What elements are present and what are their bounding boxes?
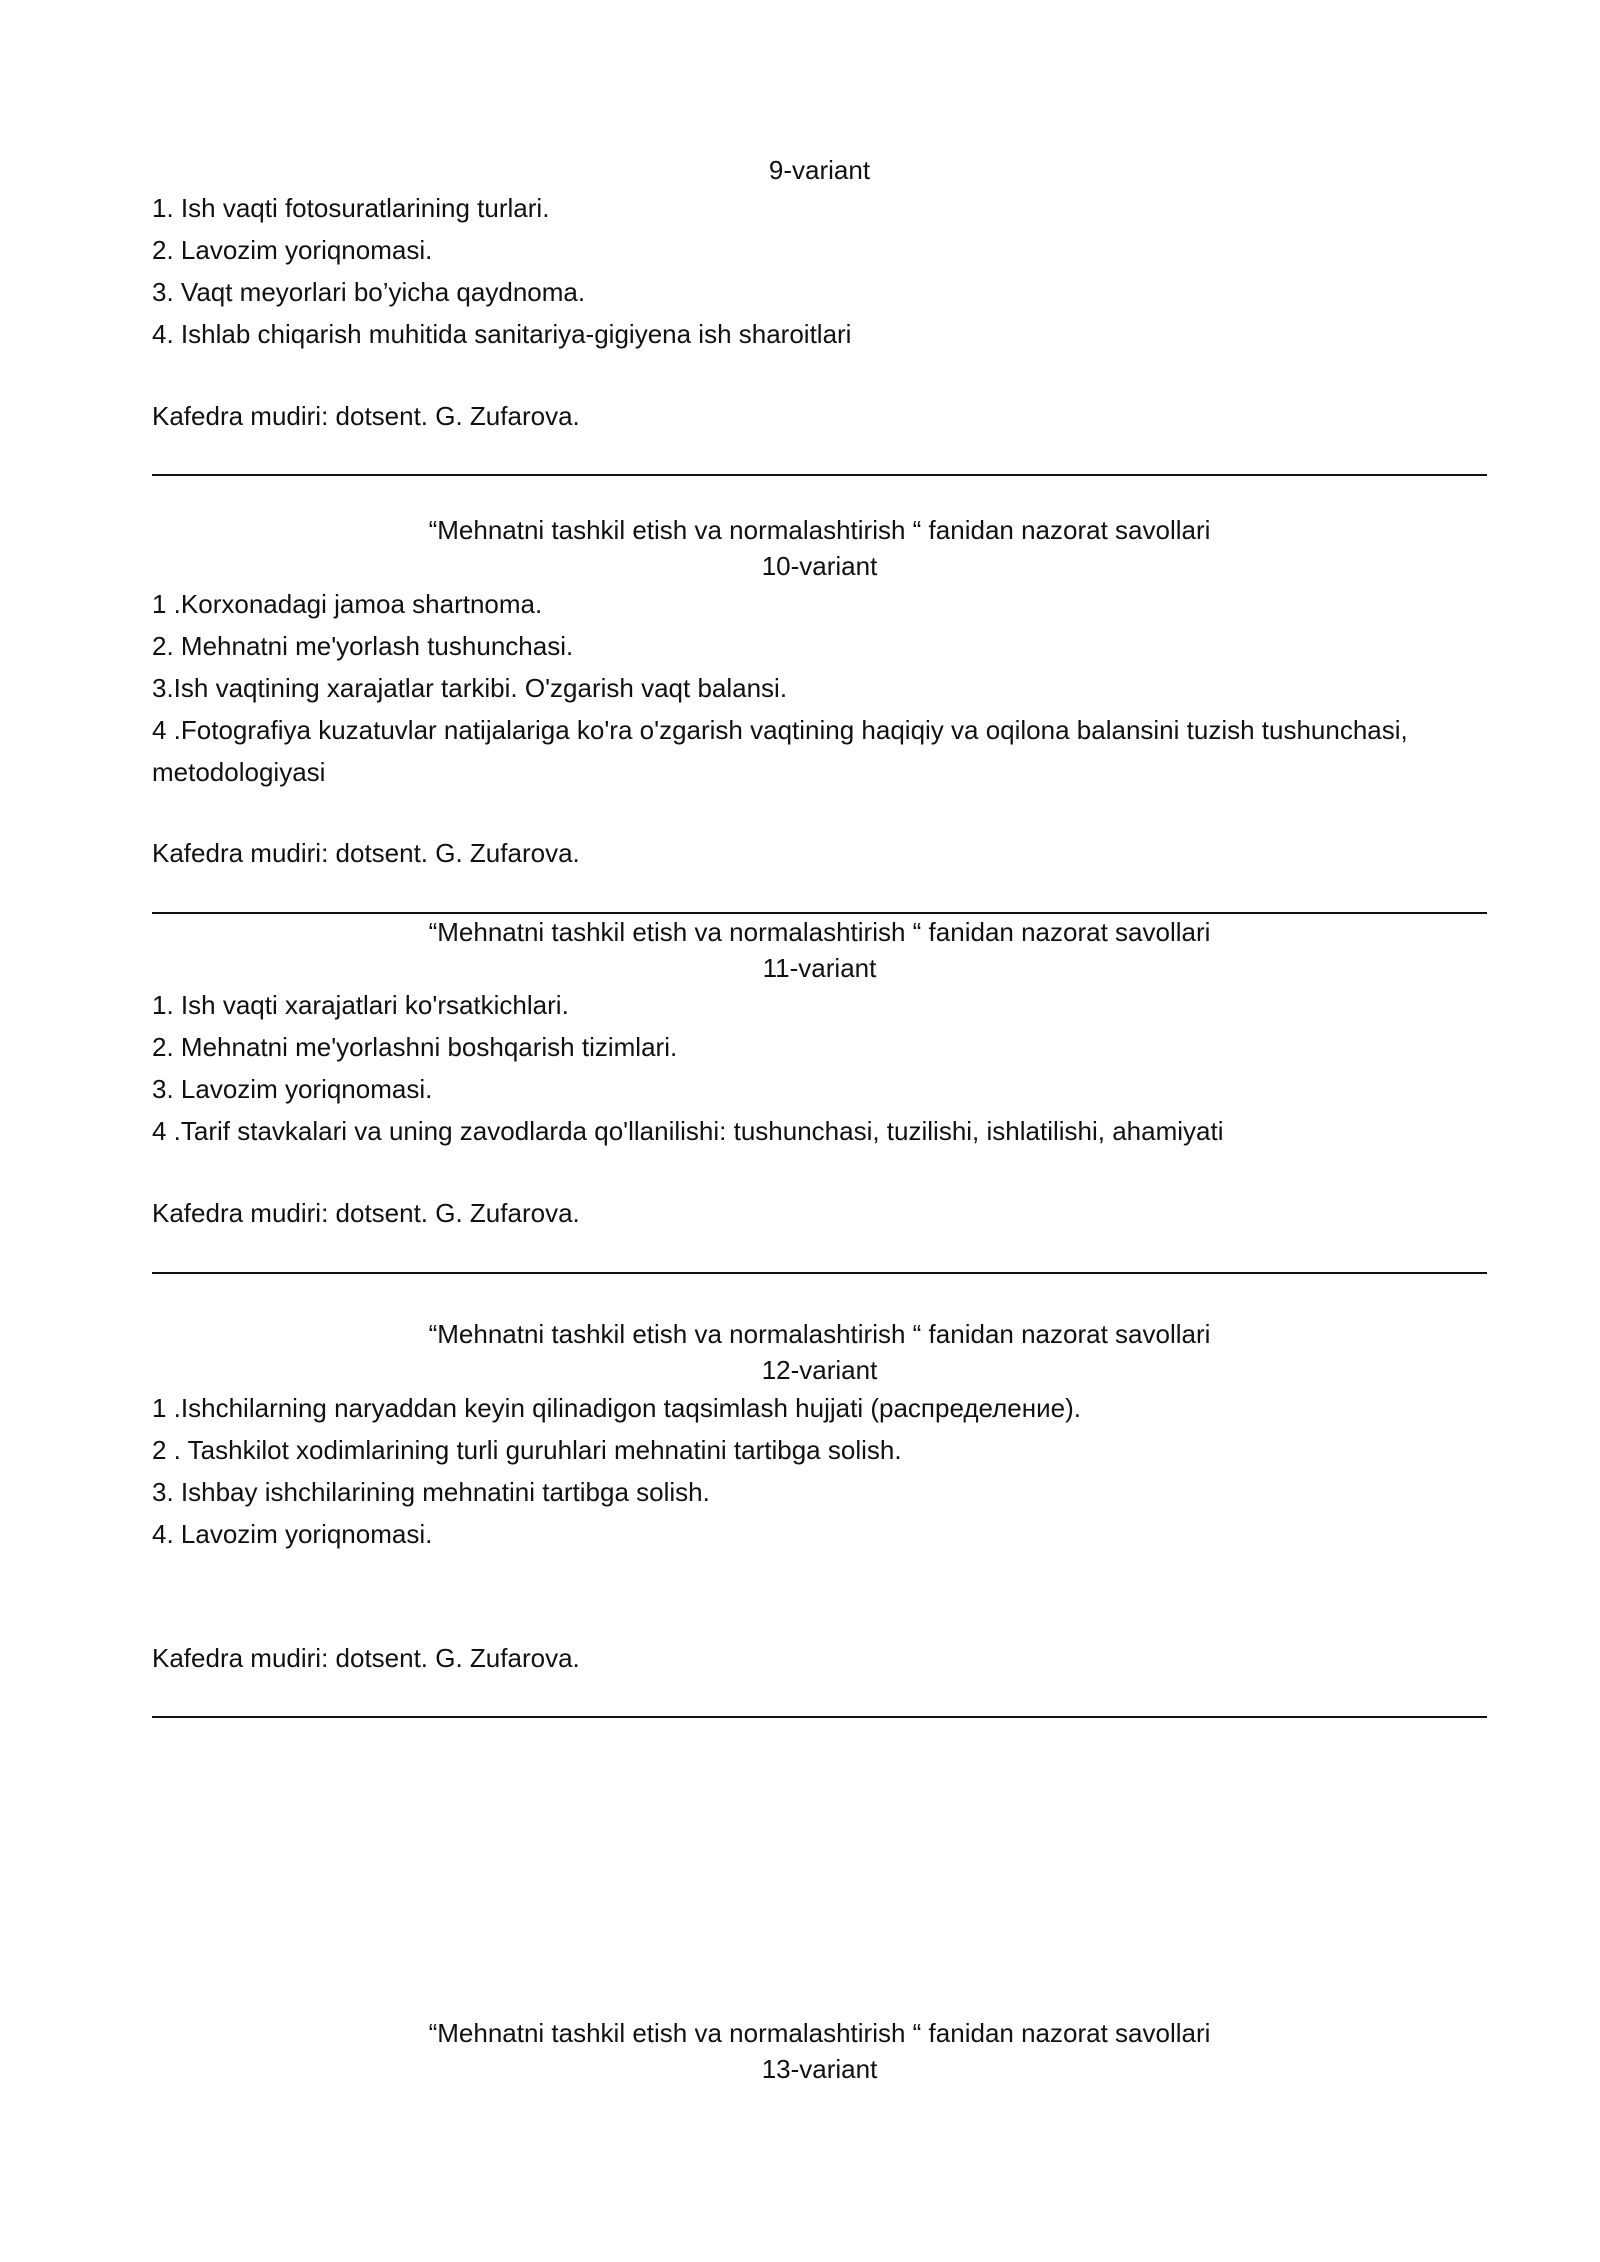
question-item: 2. Mehnatni me'yorlashni boshqarish tizimlari. [152, 1032, 678, 1062]
section-title: “Mehnatni tashkil etish va normalashtirish “ fanidan nazorat savollari [428, 2018, 1211, 2048]
section-divider [152, 1716, 1487, 1718]
question-list [152, 1387, 1487, 1555]
question-item: 3. Ishbay ishchilarining mehnatini tartibga solish. [152, 1477, 710, 1507]
question-item: 4 .Tarif stavkalari va uning zavodlarda qo'llanilishi: tushunchasi, tuzilishi, ishlatilishi, ahamiyati [152, 1116, 1224, 1146]
question-item: 1 .Korxonadagi jamoa shartnoma. [152, 589, 543, 619]
variant-heading: 11-variant [762, 953, 877, 983]
signature-line: Kafedra mudiri: dotsent. G. Zufarova. [152, 1643, 580, 1673]
question-list [152, 984, 1487, 1152]
question-item: 2 . Tashkilot xodimlarining turli guruhlari mehnatini tartibga solish. [152, 1435, 902, 1465]
variant-heading: 10-variant [761, 551, 878, 581]
question-item: 1 .Ishchilarning naryaddan keyin qilinadigon taqsimlash hujjati (распределение). [152, 1393, 1081, 1423]
section-divider [152, 1272, 1487, 1274]
variant-heading: 13-variant [761, 2054, 878, 2084]
question-item: 4 .Fotografiya kuzatuvlar natijalariga ko'ra o'zgarish vaqtining haqiqiy va oqilona balansini tuzish tushunchasi, metodologiyasi [152, 715, 1408, 787]
question-item: 3. Vaqt meyorlari bo’yicha qaydnoma. [152, 277, 586, 307]
question-list [152, 583, 1487, 793]
signature-line: Kafedra mudiri: dotsent. G. Zufarova. [152, 1198, 580, 1228]
section-title: “Mehnatni tashkil etish va normalashtirish “ fanidan nazorat savollari [428, 1319, 1211, 1349]
question-item: 3. Lavozim yoriqnomasi. [152, 1074, 433, 1104]
question-item: 1. Ish vaqti xarajatlari ko'rsatkichlari. [152, 990, 569, 1020]
question-item: 2. Lavozim yoriqnomasi. [152, 235, 433, 265]
question-item: 3.Ish vaqtining xarajatlar tarkibi. O'zgarish vaqt balansi. [152, 673, 788, 703]
signature-line: Kafedra mudiri: dotsent. G. Zufarova. [152, 838, 580, 868]
question-item: 4. Lavozim yoriqnomasi. [152, 1519, 433, 1549]
section-title: “Mehnatni tashkil etish va normalashtirish “ fanidan nazorat savollari [428, 515, 1211, 545]
question-item: 4. Ishlab chiqarish muhitida sanitariya-gigiyena ish sharoitlari [152, 319, 852, 349]
signature-line: Kafedra mudiri: dotsent. G. Zufarova. [152, 401, 580, 431]
section-divider [152, 474, 1487, 476]
variant-heading: 9-variant [768, 155, 871, 185]
question-list [152, 187, 1487, 355]
section-title: “Mehnatni tashkil etish va normalashtirish “ fanidan nazorat savollari [428, 917, 1211, 947]
variant-heading: 12-variant [761, 1355, 878, 1385]
question-item: 2. Mehnatni me'yorlash tushunchasi. [152, 631, 574, 661]
question-item: 1. Ish vaqti fotosuratlarining turlari. [152, 193, 550, 223]
